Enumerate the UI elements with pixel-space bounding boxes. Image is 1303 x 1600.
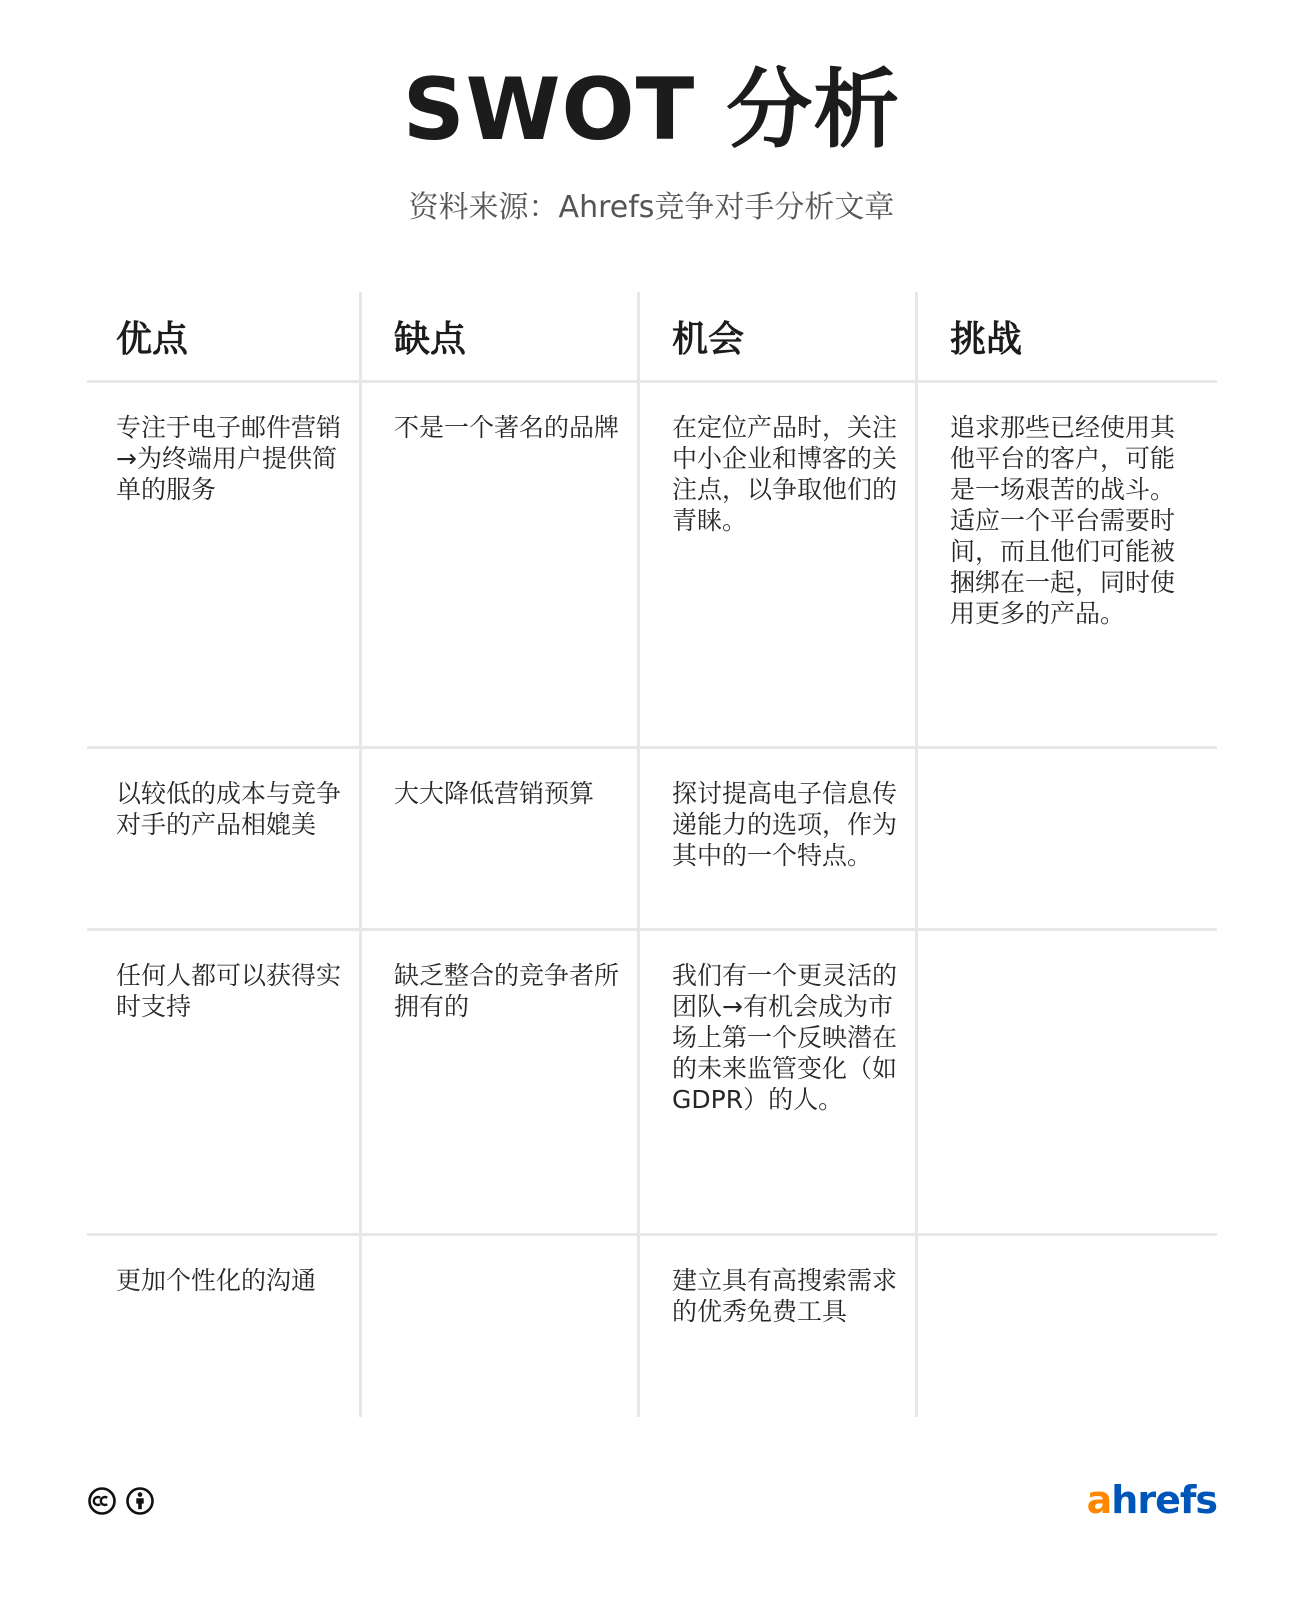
table-cell: 探讨提高电子信息传递能力的选项，作为其中的一个特点。 [672,779,898,870]
table-cell: 专注于电子邮件营销→为终端用户提供简单的服务 [116,413,342,504]
swot-table [87,292,1217,1417]
table-cell: 我们有一个更灵活的团队→有机会成为市场上第一个反映潜在的未来监管变化（如GDPR）的人。 [672,961,898,1114]
table-cell: 以较低的成本与竞争对手的产品相媲美 [116,779,342,839]
logo-accent-letter: a [1086,1478,1112,1522]
attribution-icon [125,1486,155,1518]
ahrefs-logo [1087,1478,1217,1522]
table-cell: 任何人都可以获得实时支持 [116,961,342,1021]
column-divider [915,292,918,1417]
table-cell: 缺乏整合的竞争者所拥有的 [394,961,620,1021]
table-cell: 建立具有高搜索需求的优秀免费工具 [672,1266,898,1326]
table-cell: 在定位产品时，关注中小企业和博客的关注点，以争取他们的青睐。 [672,413,898,535]
column-header-strengths: 优点 [116,319,189,360]
table-cell: 追求那些已经使用其他平台的客户，可能是一场艰苦的战斗。适应一个平台需要时间，而且他们可能被捆绑在一起，同时使用更多的产品。 [950,413,1176,628]
column-header-threats: 挑战 [950,319,1023,360]
page-title: SWOT 分析 [402,60,901,160]
row-divider [87,928,1217,931]
table-cell: 不是一个著名的品牌 [394,413,620,442]
column-divider [637,292,640,1417]
row-divider [87,380,1217,383]
source-subtitle: 资料来源：Ahrefs竞争对手分析文章 [408,190,895,225]
column-divider [359,292,362,1417]
license-icons [87,1486,155,1518]
row-divider [87,1233,1217,1236]
creative-commons-icon [87,1486,117,1518]
table-cell: 大大降低营销预算 [394,779,595,808]
logo-wordmark: hrefs [1111,1478,1217,1522]
table-cell: 更加个性化的沟通 [116,1266,317,1295]
column-header-opportunities: 机会 [672,319,745,360]
column-header-weaknesses: 缺点 [394,319,467,360]
row-divider [87,746,1217,749]
